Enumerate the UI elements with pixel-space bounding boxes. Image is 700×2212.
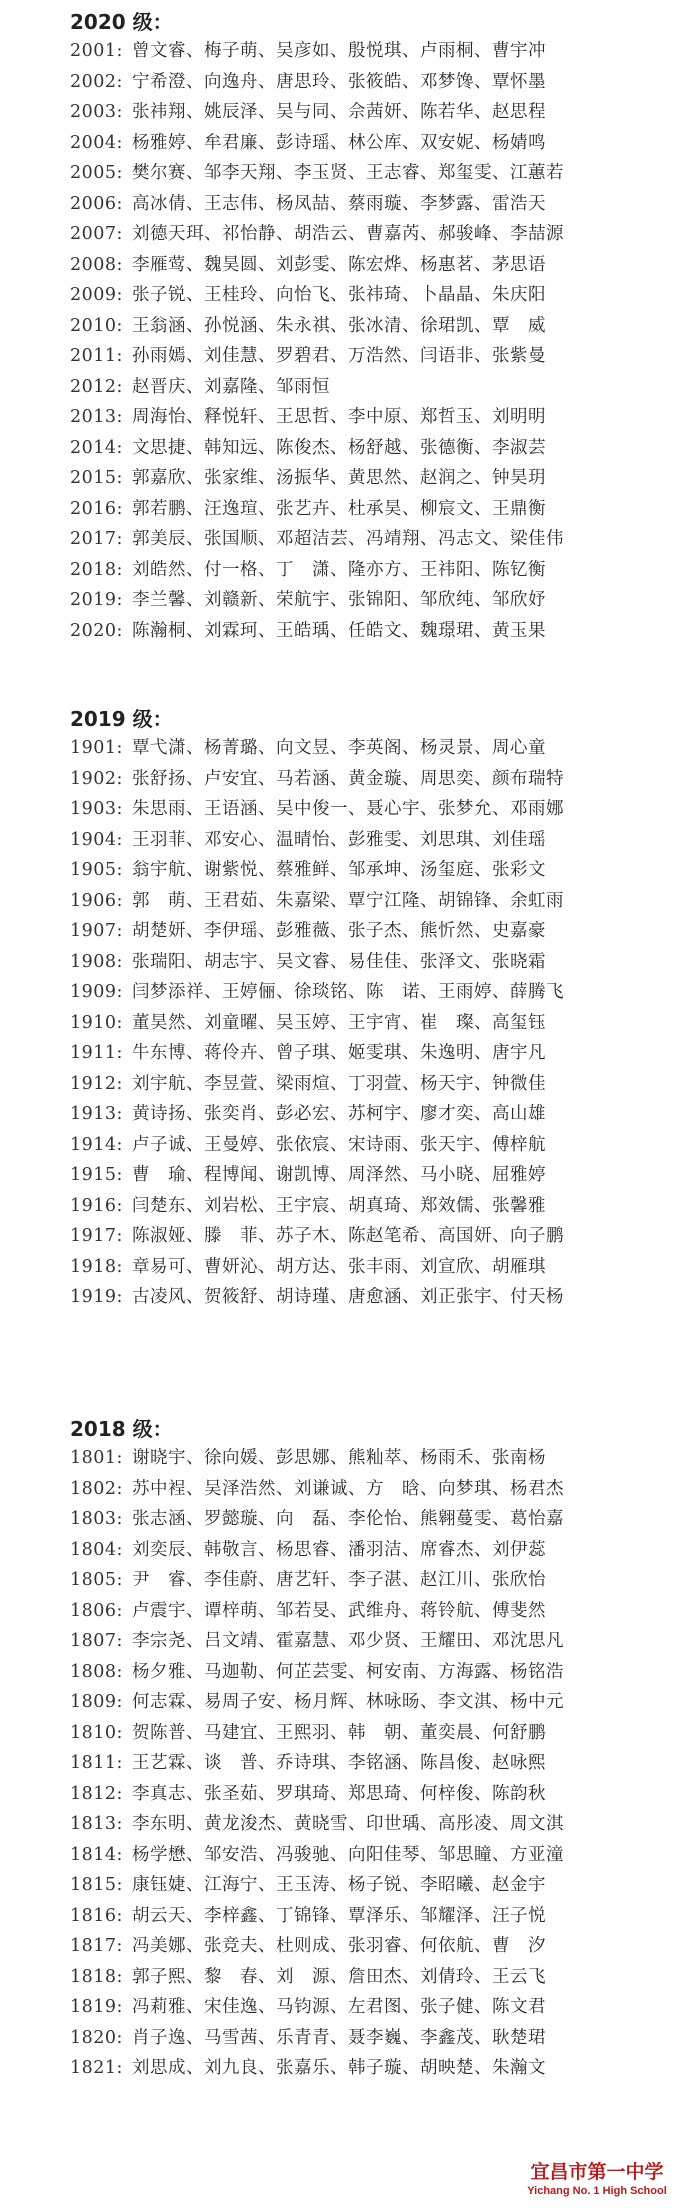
class-number: 1907: (70, 921, 123, 941)
class-row (70, 1252, 670, 1283)
class-row (70, 1779, 670, 1810)
class-row (70, 1809, 670, 1840)
student-names: 陈淑娅、滕 菲、苏子木、陈赵笔希、高国妍、向子鹏 (132, 1226, 564, 1246)
class-number: 2020: (70, 620, 123, 641)
class-number: 1821: (70, 2058, 123, 2078)
class-number: 1903: (70, 799, 123, 819)
student-names: 张舒扬、卢安宜、马若涵、黄金璇、周思奕、颜布瑞特 (132, 768, 564, 789)
class-number: 1908: (70, 951, 123, 972)
class-row (70, 494, 670, 525)
class-number: 2008: (70, 254, 123, 275)
student-names: 杨学懋、邹安浩、冯骏驰、向阳佳琴、邹思瞳、方亚潼 (132, 1844, 564, 1865)
class-row (70, 36, 670, 67)
class-row (70, 1565, 670, 1596)
class-row (70, 1596, 670, 1627)
class-number: 2011: (70, 346, 123, 366)
class-row (70, 158, 670, 189)
class-row (70, 733, 670, 764)
student-names: 文思捷、韩知远、陈俊杰、杨舒越、张德衡、李淑芸 (132, 437, 546, 458)
student-names: 覃弋潇、杨菁璐、向文昱、李英阁、杨灵景、周心童 (132, 738, 546, 758)
student-names: 李宗尧、吕文靖、霍嘉慧、邓少贤、王耀田、邓沈思凡 (132, 1631, 564, 1651)
class-row (70, 1069, 670, 1100)
class-number: 2015: (70, 468, 123, 488)
class-row (70, 1443, 670, 1474)
class-number: 2012: (70, 376, 123, 397)
student-names: 郭 萌、王君茹、朱嘉梁、覃宁江隆、胡锦锋、余虹雨 (132, 890, 564, 911)
student-names: 牛东博、蒋伶卉、曾子琪、姬雯琪、朱逸明、唐宇凡 (132, 1043, 546, 1063)
student-names: 卢子诚、王曼婷、张依宸、宋诗雨、张天宇、傅梓航 (132, 1134, 546, 1155)
class-row (70, 280, 670, 311)
class-number: 1916: (70, 1195, 123, 1216)
student-names: 刘宇航、李昱萱、梁雨煊、丁羽萱、杨天宇、钟微佳 (132, 1073, 546, 1094)
section-2019 (70, 705, 670, 1313)
class-row (70, 947, 670, 978)
student-names: 何志霖、易周子安、杨月辉、林咏旸、李文淇、杨中元 (132, 1692, 564, 1712)
class-number: 1819: (70, 1997, 123, 2017)
class-number: 1814: (70, 1844, 123, 1865)
student-names: 刘德天珥、祁怡静、胡浩云、曹嘉芮、郝骏峰、李喆源 (132, 224, 564, 244)
student-names: 刘思成、刘九良、张嘉乐、韩子璇、胡映楚、朱瀚文 (132, 2058, 546, 2078)
class-row (70, 67, 670, 98)
class-row (70, 1718, 670, 1749)
class-row (70, 1099, 670, 1130)
student-names: 康钰婕、江海宁、王玉涛、杨子锐、李昭曦、赵金宇 (132, 1875, 546, 1895)
class-row (70, 433, 670, 464)
student-names: 高冰倩、王志伟、杨凤喆、蔡雨璇、李梦露、雷浩天 (132, 193, 546, 214)
student-names: 赵晋庆、刘嘉隆、邹雨恒 (132, 376, 330, 397)
student-names: 李真志、张圣茹、罗琪琦、郑思琦、何梓俊、陈韵秋 (132, 1783, 546, 1804)
class-number: 1811: (70, 1753, 123, 1773)
class-list (70, 733, 670, 1313)
class-row (70, 1626, 670, 1657)
class-row (70, 1008, 670, 1039)
student-names: 卢震宇、谭梓萌、邹若旻、武维舟、蒋铃航、傅斐然 (132, 1600, 546, 1621)
class-number: 1803: (70, 1509, 123, 1529)
class-number: 1818: (70, 1966, 123, 1987)
student-names: 周海怡、释悦轩、王思哲、李中原、郑哲玉、刘明明 (132, 407, 546, 427)
class-row (70, 1657, 670, 1688)
class-row (70, 2053, 670, 2084)
class-row (70, 463, 670, 494)
class-number: 1919: (70, 1287, 123, 1307)
student-names: 张祎翔、姚辰泽、吴与同、佘茜妍、陈若华、赵思程 (132, 102, 546, 122)
class-list (70, 36, 670, 646)
class-number: 1901: (70, 738, 123, 758)
student-names: 章易可、曹妍沁、胡方达、张丰雨、刘宣欣、胡雁琪 (132, 1256, 546, 1277)
student-names: 朱思雨、王语涵、吴中俊一、聂心宇、张梦允、邓雨娜 (132, 799, 564, 819)
class-number: 2006: (70, 193, 123, 214)
class-row (70, 1282, 670, 1313)
student-names: 宁希澄、向逸舟、唐思玲、张筱皓、邓梦馋、覃怀墨 (132, 71, 546, 92)
school-name-cn: 宜昌市第一中学 (530, 2161, 664, 2183)
class-row (70, 1962, 670, 1993)
class-number: 1810: (70, 1722, 123, 1743)
class-number: 1805: (70, 1570, 123, 1590)
student-names: 贺陈普、马建宜、王熙羽、韩 朝、董奕晨、何舒鹏 (132, 1722, 546, 1743)
student-names: 苏中裎、吴泽浩然、刘谦诚、方 晗、向梦琪、杨君杰 (132, 1478, 564, 1499)
class-number: 1815: (70, 1875, 123, 1895)
class-row (70, 1931, 670, 1962)
student-names: 张子锐、王桂玲、向怡飞、张祎琦、卜晶晶、朱庆阳 (132, 285, 546, 305)
class-row (70, 1992, 670, 2023)
class-row (70, 1221, 670, 1252)
student-names: 冯莉雅、宋佳逸、马钧源、左君图、张子健、陈文君 (132, 1997, 546, 2017)
section-title: 2020 级： (70, 10, 173, 34)
class-number: 1911: (70, 1043, 123, 1063)
class-row (70, 219, 670, 250)
student-names: 闫楚东、刘岩松、王宇宸、胡真琦、郑效儒、张馨雅 (132, 1195, 546, 1216)
class-number: 1820: (70, 2027, 123, 2048)
class-number: 1909: (70, 982, 123, 1002)
student-names: 曹 瑜、程博闻、谢凯博、周泽然、马小晓、屈雅婷 (132, 1165, 546, 1185)
class-row (70, 585, 670, 616)
class-number: 1914: (70, 1134, 123, 1155)
student-names: 谢晓宇、徐向媛、彭思娜、熊籼萃、杨雨禾、张南杨 (132, 1448, 546, 1468)
class-row (70, 764, 670, 795)
class-number: 1910: (70, 1012, 123, 1033)
class-row (70, 1687, 670, 1718)
class-number: 2019: (70, 590, 123, 610)
class-row (70, 1130, 670, 1161)
class-row (70, 250, 670, 281)
section-2018 (70, 1415, 670, 2084)
class-number: 1804: (70, 1539, 123, 1560)
class-number: 1915: (70, 1165, 123, 1185)
class-number: 2001: (70, 41, 123, 61)
student-names: 王翁涵、孙悦涵、朱永祺、张冰清、徐珺凯、覃 威 (132, 315, 546, 336)
class-row (70, 1870, 670, 1901)
class-row (70, 977, 670, 1008)
student-names: 胡楚妍、李伊瑶、彭雅薇、张子杰、熊忻然、史嘉豪 (132, 921, 546, 941)
school-name-en: Yichang No. 1 High School (527, 2185, 667, 2197)
class-number: 2018: (70, 559, 123, 580)
student-names: 黄诗扬、张奕肖、彭必宏、苏柯宇、廖才奕、高山雄 (132, 1104, 546, 1124)
student-names: 李东明、黄龙浚杰、黄晓雪、印世瑀、高彤凌、周文淇 (132, 1814, 564, 1834)
class-number: 1812: (70, 1783, 123, 1804)
class-number: 1906: (70, 890, 123, 911)
class-row (70, 1504, 670, 1535)
student-names: 郭若鹏、汪逸瑄、张艺卉、杜承昊、柳宸文、王鼎衡 (132, 498, 546, 519)
class-number: 1801: (70, 1448, 123, 1468)
class-row (70, 311, 670, 342)
class-number: 1809: (70, 1692, 123, 1712)
class-number: 1816: (70, 1905, 123, 1926)
class-number: 1917: (70, 1226, 123, 1246)
class-number: 1904: (70, 829, 123, 850)
class-number: 2003: (70, 102, 123, 122)
class-row (70, 341, 670, 372)
class-row (70, 524, 670, 555)
class-number: 2014: (70, 437, 123, 458)
class-number: 1806: (70, 1600, 123, 1621)
class-number: 2004: (70, 132, 123, 153)
student-names: 王艺霖、谈 普、乔诗琪、李铭涵、陈昌俊、赵咏熙 (132, 1753, 546, 1773)
class-number: 1817: (70, 1936, 123, 1956)
student-names: 董昊然、刘童曜、吴玉婷、王宇宵、崔 璨、高玺钰 (132, 1012, 546, 1033)
class-number: 1918: (70, 1256, 123, 1277)
student-names: 肖子逸、马雪茜、乐青青、聂李巍、李鑫茂、耿楚珺 (132, 2027, 546, 2048)
class-row (70, 372, 670, 403)
student-names: 曾文睿、梅子萌、吴彦如、殷悦琪、卢雨桐、曹宇冲 (132, 41, 546, 61)
student-names: 胡云天、李梓鑫、丁锦锋、覃泽乐、邹耀泽、汪子悦 (132, 1905, 546, 1926)
class-number: 1813: (70, 1814, 123, 1834)
section-title: 2019 级： (70, 707, 173, 731)
student-names: 李雁莺、魏昊圆、刘彭雯、陈宏烨、杨惠茗、茅思语 (132, 254, 546, 275)
class-number: 2002: (70, 71, 123, 92)
student-names: 郭嘉欣、张家维、汤振华、黄思然、赵润之、钟昊玥 (132, 468, 546, 488)
student-names: 陈瀚桐、刘霖珂、王皓瑀、任皓文、魏璟珺、黄玉果 (132, 620, 546, 641)
class-number: 1802: (70, 1478, 123, 1499)
class-number: 2010: (70, 315, 123, 336)
student-names: 王羽菲、邓安心、温晴怡、彭雅雯、刘思琪、刘佳瑶 (132, 829, 546, 850)
class-row (70, 189, 670, 220)
section-title: 2018 级： (70, 1417, 173, 1441)
student-names: 孙雨嫣、刘佳慧、罗碧君、万浩然、闫语非、张紫曼 (132, 346, 546, 366)
class-number: 1905: (70, 860, 123, 880)
class-number: 1807: (70, 1631, 123, 1651)
class-number: 2016: (70, 498, 123, 519)
student-names: 张瑞阳、胡志宇、吴文睿、易佳佳、张泽文、张晓霜 (132, 951, 546, 972)
class-row (70, 1535, 670, 1566)
student-names: 张志涵、罗懿璇、向 磊、李伦怡、熊翱蔓雯、葛怡嘉 (132, 1509, 564, 1529)
class-row (70, 1748, 670, 1779)
class-row (70, 825, 670, 856)
class-row (70, 1191, 670, 1222)
class-row (70, 1901, 670, 1932)
student-names: 冯美娜、张竞夫、杜则成、张羽睿、何依航、曹 汐 (132, 1936, 546, 1956)
class-row (70, 1840, 670, 1871)
class-row (70, 616, 670, 647)
class-list (70, 1443, 670, 2084)
student-names: 郭子熙、黎 春、刘 源、詹田杰、刘倩玲、王云飞 (132, 1966, 546, 1987)
class-number: 2013: (70, 407, 123, 427)
student-names: 刘奕辰、韩敬言、杨思睿、潘羽洁、席睿杰、刘伊蕊 (132, 1539, 546, 1560)
student-names: 闫梦添祥、王婷俪、徐琰铭、陈 诺、王雨婷、薛腾飞 (132, 982, 564, 1002)
class-number: 2009: (70, 285, 123, 305)
student-names: 郭美辰、张国顺、邓超洁芸、冯靖翔、冯志文、梁佳伟 (132, 529, 564, 549)
student-names: 古凌风、贺筱舒、胡诗瑾、唐愈涵、刘正张宇、付天杨 (132, 1287, 564, 1307)
class-row (70, 1160, 670, 1191)
class-row (70, 555, 670, 586)
class-number: 1808: (70, 1661, 123, 1682)
student-names: 翁宇航、谢紫悦、蔡雅鲜、邹承坤、汤玺庭、张彩文 (132, 860, 546, 880)
student-names: 刘皓然、付一格、丁 潇、隆亦方、王祎阳、陈钇衡 (132, 559, 546, 580)
class-row (70, 855, 670, 886)
student-names: 尹 睿、李佳蔚、唐艺轩、李子湛、赵江川、张欣怡 (132, 1570, 546, 1590)
class-row (70, 916, 670, 947)
class-row (70, 2023, 670, 2054)
class-number: 1912: (70, 1073, 123, 1094)
class-row (70, 402, 670, 433)
class-row (70, 97, 670, 128)
class-row (70, 886, 670, 917)
class-row (70, 128, 670, 159)
class-number: 1913: (70, 1104, 123, 1124)
student-names: 李兰馨、刘赣新、荣航宇、张锦阳、邹欣纯、邹欣妤 (132, 590, 546, 610)
class-row (70, 1038, 670, 1069)
class-number: 2007: (70, 224, 123, 244)
class-number: 1902: (70, 768, 123, 789)
student-names: 樊尔赛、邹李天翔、李玉贤、王志睿、郑玺雯、江蕙若 (132, 163, 564, 183)
class-row (70, 1474, 670, 1505)
student-names: 杨雅婷、牟君廉、彭诗瑶、林公库、双安妮、杨婧鸣 (132, 132, 546, 153)
student-names: 杨夕雅、马迦勒、何芷芸雯、柯安南、方海露、杨铭浩 (132, 1661, 564, 1682)
class-number: 2017: (70, 529, 123, 549)
school-logo (512, 2160, 682, 2206)
class-number: 2005: (70, 163, 123, 183)
class-row (70, 794, 670, 825)
section-2020 (70, 8, 670, 646)
